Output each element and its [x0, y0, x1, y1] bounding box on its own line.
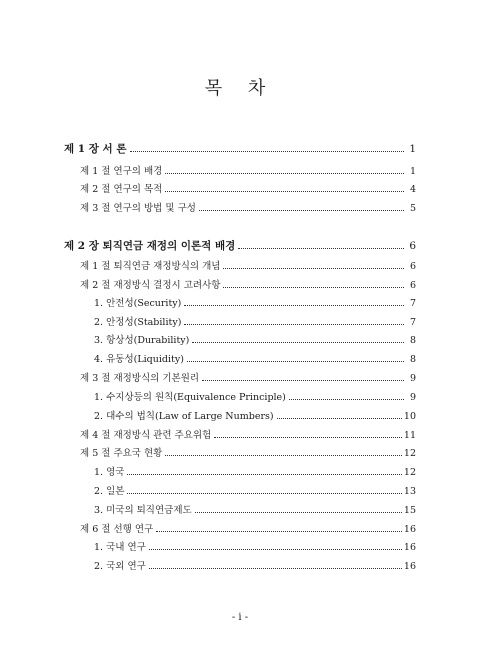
toc-page-number: 1 [409, 166, 416, 177]
toc-page-number: 6 [409, 280, 416, 291]
toc-section-2-3[interactable] [80, 373, 416, 385]
toc-item-2-5-1[interactable] [94, 467, 416, 479]
dot-leader [156, 531, 402, 532]
dot-leader [165, 173, 404, 174]
toc-section-2-2[interactable] [80, 280, 416, 292]
toc-page-number: 16 [403, 524, 416, 535]
toc-page-number: 11 [403, 430, 416, 441]
toc-page-number: 16 [403, 542, 416, 553]
dot-leader [214, 437, 402, 438]
dot-leader [127, 493, 401, 494]
toc-section-1-1[interactable] [80, 166, 416, 178]
toc-label: 제 3 절 재정방식의 기본원리 [80, 373, 200, 384]
dot-leader [184, 305, 404, 306]
dot-leader [149, 568, 402, 569]
toc-page-number: 16 [403, 561, 416, 572]
toc-label: 제 2 절 재정방식 결정시 고려사항 [80, 280, 221, 291]
dot-leader [130, 151, 405, 152]
toc-label: 제 5 절 주요국 현황 [80, 448, 163, 459]
dot-leader [165, 191, 404, 192]
toc-page-number: 12 [403, 448, 416, 459]
toc-label: 제 2 절 연구의 목적 [80, 184, 163, 195]
toc-page-number: 6 [409, 240, 416, 252]
toc-page-number: 12 [403, 467, 416, 478]
dot-leader [127, 474, 401, 475]
dot-leader [223, 268, 404, 269]
dot-leader [223, 287, 404, 288]
dot-leader [184, 324, 404, 325]
toc-label: 1. 수지상등의 원칙(Equivalence Principle) [94, 392, 286, 403]
dot-leader [187, 361, 404, 362]
toc-label: 제 2 장 퇴직연금 재정의 이론적 배경 [64, 240, 236, 252]
dot-leader [199, 210, 404, 211]
toc-label: 3. 미국의 퇴직연금제도 [94, 505, 192, 516]
toc-label: 제 4 절 재정방식 관련 주요위험 [80, 430, 212, 441]
toc-page-number: 8 [409, 335, 416, 346]
toc-label: 제 1 절 연구의 배경 [80, 166, 163, 177]
toc-page-number: 7 [409, 317, 416, 328]
toc-label: 1. 국내 연구 [94, 542, 146, 553]
toc-page-number: 9 [409, 373, 416, 384]
toc-label: 2. 일본 [94, 486, 125, 497]
toc-label: 3. 항상성(Durability) [94, 335, 190, 346]
toc-page-number: 10 [403, 411, 416, 422]
dot-leader [195, 512, 402, 513]
toc-chapter-2[interactable] [64, 240, 416, 252]
dot-leader [165, 455, 402, 456]
toc-item-2-5-2[interactable] [94, 486, 416, 498]
toc-page-number: 5 [409, 203, 416, 214]
toc-section-2-4[interactable] [80, 430, 416, 442]
toc-label: 2. 대수의 법칙(Law of Large Numbers) [94, 411, 274, 422]
toc-page-number: 9 [409, 392, 416, 403]
toc-label: 2. 안정성(Stability) [94, 317, 182, 328]
toc-page-number: 6 [409, 261, 416, 272]
dot-leader [289, 399, 404, 400]
toc-item-2-2-3[interactable] [94, 335, 416, 347]
toc-item-2-3-2[interactable] [94, 411, 416, 423]
toc-section-1-2[interactable] [80, 184, 416, 196]
toc-page-number: 4 [409, 184, 416, 195]
dot-leader [238, 248, 404, 249]
toc-label: 제 3 절 연구의 방법 및 구성 [80, 203, 196, 214]
toc-section-2-5[interactable] [80, 448, 416, 460]
toc-label: 1. 안전성(Security) [94, 298, 182, 309]
toc-section-2-1[interactable] [80, 261, 416, 273]
toc-label: 제 1 장 서 론 [64, 143, 127, 155]
toc-item-2-6-2[interactable] [94, 561, 416, 573]
toc-item-2-2-4[interactable] [94, 354, 416, 366]
dot-leader [149, 549, 402, 550]
dot-leader [192, 342, 404, 343]
dot-leader [277, 418, 402, 419]
toc-item-2-3-1[interactable] [94, 392, 416, 404]
toc-chapter-1[interactable] [64, 143, 416, 155]
toc-page-number: 13 [403, 486, 416, 497]
toc-page-number: 1 [409, 143, 416, 155]
toc-label: 4. 유동성(Liquidity) [94, 354, 184, 365]
toc-label: 제 1 절 퇴직연금 재정방식의 개념 [80, 261, 221, 272]
toc-page-number: 8 [409, 354, 416, 365]
toc-section-1-3[interactable] [80, 203, 416, 215]
dot-leader [202, 380, 404, 381]
toc-item-2-6-1[interactable] [94, 542, 416, 554]
toc-item-2-2-2[interactable] [94, 317, 416, 329]
toc-section-2-6[interactable] [80, 524, 416, 536]
page-title: 목 차 [204, 78, 276, 99]
page-footer-number: - i - [231, 612, 249, 623]
toc-page-number: 15 [403, 505, 416, 516]
toc-item-2-5-3[interactable] [94, 505, 416, 517]
toc-label: 1. 영국 [94, 467, 125, 478]
toc-page-number: 7 [409, 298, 416, 309]
toc-item-2-2-1[interactable] [94, 298, 416, 310]
toc-label: 제 6 절 선행 연구 [80, 524, 154, 535]
toc-label: 2. 국외 연구 [94, 561, 146, 572]
